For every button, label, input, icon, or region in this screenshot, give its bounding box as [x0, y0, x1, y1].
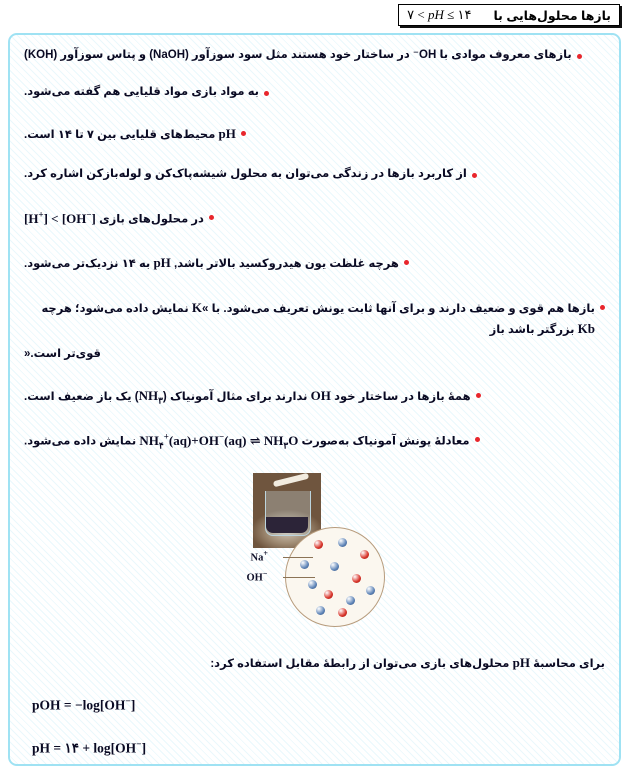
- bullet-dot-icon: [241, 131, 246, 136]
- bullet-7-text-d: قوی‌تر است.«: [24, 347, 101, 360]
- poh-formula: [32, 697, 135, 714]
- closing-text-a: برای محاسبهٔ: [533, 658, 605, 670]
- bullet-1-text: بازهای معروف موادی با OH⁻ در ساختار خود هستند مثل سود سوزآور (NaOH) و پتاس سوزآور (KOH): [24, 49, 572, 61]
- poh-formula-tail: ]: [130, 697, 136, 713]
- bullet-8-text-c: ) یک باز ضعیف است.: [24, 390, 139, 403]
- hydroxide-ion: [316, 606, 325, 615]
- bullet-dot-icon: [476, 393, 481, 398]
- oh-charge: −: [262, 569, 268, 578]
- page-title: بازها محلول‌هایی با: [493, 8, 611, 23]
- closing-text-b: محلول‌های بازی می‌توان از رابطهٔ مقابل استفاده کرد:: [210, 658, 510, 670]
- closing-instruction: [210, 655, 605, 671]
- list-item-label: [24, 253, 399, 274]
- bullet-list: [10, 47, 619, 471]
- bullet-7-text-c: بزرگتر باشد باز: [489, 324, 575, 337]
- illustration-wrapper: [10, 473, 619, 631]
- bullet-9-text-b: نمایش داده می‌شود.: [24, 435, 137, 448]
- list-item-label: به مواد بازی مواد قلیایی هم گفته می‌شود.: [24, 85, 259, 98]
- bullet-dot-icon: [577, 54, 582, 59]
- list-item: [24, 208, 605, 229]
- list-item: [24, 166, 605, 184]
- list-item: [24, 298, 605, 340]
- list-item: [24, 430, 605, 453]
- list-item-label: [24, 430, 470, 453]
- list-item-label: [24, 124, 236, 145]
- ph-formula-body: pH = ۱۴ + log[OH: [32, 740, 137, 756]
- bullet-9-text-a: معادلهٔ یونش آمونیاک به‌صورت: [301, 435, 470, 448]
- na-text: Na: [250, 552, 264, 564]
- page-title-formula: [407, 7, 471, 23]
- spoon-icon: [272, 473, 308, 488]
- bullet-8-text-b: ندارند برای مثال آمونیاک (: [162, 390, 308, 403]
- list-item: [24, 47, 605, 65]
- bullet-dot-icon: [404, 260, 409, 265]
- na-charge: +: [263, 549, 268, 558]
- sodium-ion: [324, 590, 333, 599]
- page-title-box: [398, 4, 620, 26]
- naoh-solution-illustration: [245, 473, 385, 631]
- bullet-dot-icon: [264, 91, 269, 96]
- content-panel: [8, 33, 621, 766]
- poh-formula-body: pOH = −log[OH: [32, 697, 126, 713]
- list-item-label: [24, 298, 595, 340]
- bullet-7-text-a: بازها هم قوی و ضعیف دارند و برای آنها ثابت یونش تعریف می‌شود. با »: [202, 303, 595, 316]
- header: [0, 4, 629, 30]
- sodium-ion: [360, 550, 369, 559]
- sodium-ion: [338, 608, 347, 617]
- solution-liquid: [266, 517, 308, 533]
- hydroxide-ion: [346, 596, 355, 605]
- bullet-dot-icon: [475, 437, 480, 442]
- hydroxide-ion: [338, 538, 347, 547]
- bullet-dot-icon: [472, 173, 477, 178]
- ion-inequality-formula: [H+] < [OH−]: [24, 209, 96, 226]
- list-item: [24, 124, 605, 145]
- oh-ion-label: [247, 569, 268, 584]
- ammonia-formula: $NH_۳$: [138, 387, 163, 406]
- ph-symbol: pH: [427, 7, 444, 22]
- bullet-3-text: محیط‌های قلیایی بین ۷ تا ۱۴ است.: [24, 128, 216, 141]
- hydroxide-ion: [308, 580, 317, 589]
- hydroxide-symbol: OH: [310, 387, 331, 403]
- list-item: [24, 386, 605, 409]
- ph-lower-bound: ۷ <: [407, 7, 425, 22]
- list-item-label: [24, 208, 204, 229]
- ph-charge: −: [136, 740, 142, 750]
- ph-formula-tail: ]: [141, 740, 147, 756]
- ph-symbol: pH: [512, 655, 530, 670]
- sodium-ion: [352, 574, 361, 583]
- hydroxide-ion: [330, 562, 339, 571]
- bullet-dot-icon: [600, 305, 605, 310]
- bullet-7-text-b: نمایش داده می‌شود؛ هرچه: [41, 303, 189, 316]
- list-item-label: [24, 47, 572, 65]
- sodium-ion: [314, 540, 323, 549]
- list-item-label: از کاربرد بازها در زندگی می‌توان به محلول شیشه‌پاک‌کن و لوله‌بازکن اشاره کرد.: [24, 168, 467, 181]
- ph-symbol: pH: [153, 255, 171, 271]
- list-item: [24, 253, 605, 274]
- ammonia-ionization-equation: $NH_۴^+(aq)+OH^-(aq)$ ⇌ $NH_۳O$: [139, 431, 299, 451]
- hydroxide-ion: [366, 586, 375, 595]
- list-item: [24, 84, 605, 102]
- list-item-label: [24, 386, 471, 409]
- bullet-8-text-a: همهٔ بازها در ساختار خود: [334, 390, 471, 403]
- k-symbol: K: [191, 300, 202, 316]
- kb-symbol: Kb: [577, 321, 595, 337]
- bullet-dot-icon: [209, 215, 214, 220]
- oh-text: OH: [246, 572, 263, 584]
- leader-line-na: [283, 557, 313, 558]
- list-item-continuation: [24, 346, 605, 364]
- bullet-6-text-a: هرچه غلظت یون هیدروکسید بالاتر باشد,: [174, 258, 399, 271]
- hydroxide-ion: [300, 560, 309, 569]
- ph-formula: [32, 740, 146, 757]
- poh-charge: −: [125, 697, 131, 707]
- na-ion-label: [251, 549, 268, 564]
- ph-symbol: pH: [218, 125, 236, 141]
- bullet-6-text-b: به ۱۴ نزدیک‌تر می‌شود.: [24, 258, 151, 271]
- ph-upper-bound: ≤ ۱۴: [447, 7, 472, 22]
- leader-line-oh: [283, 577, 315, 578]
- bullet-5-text: در محلول‌های بازی: [99, 213, 204, 226]
